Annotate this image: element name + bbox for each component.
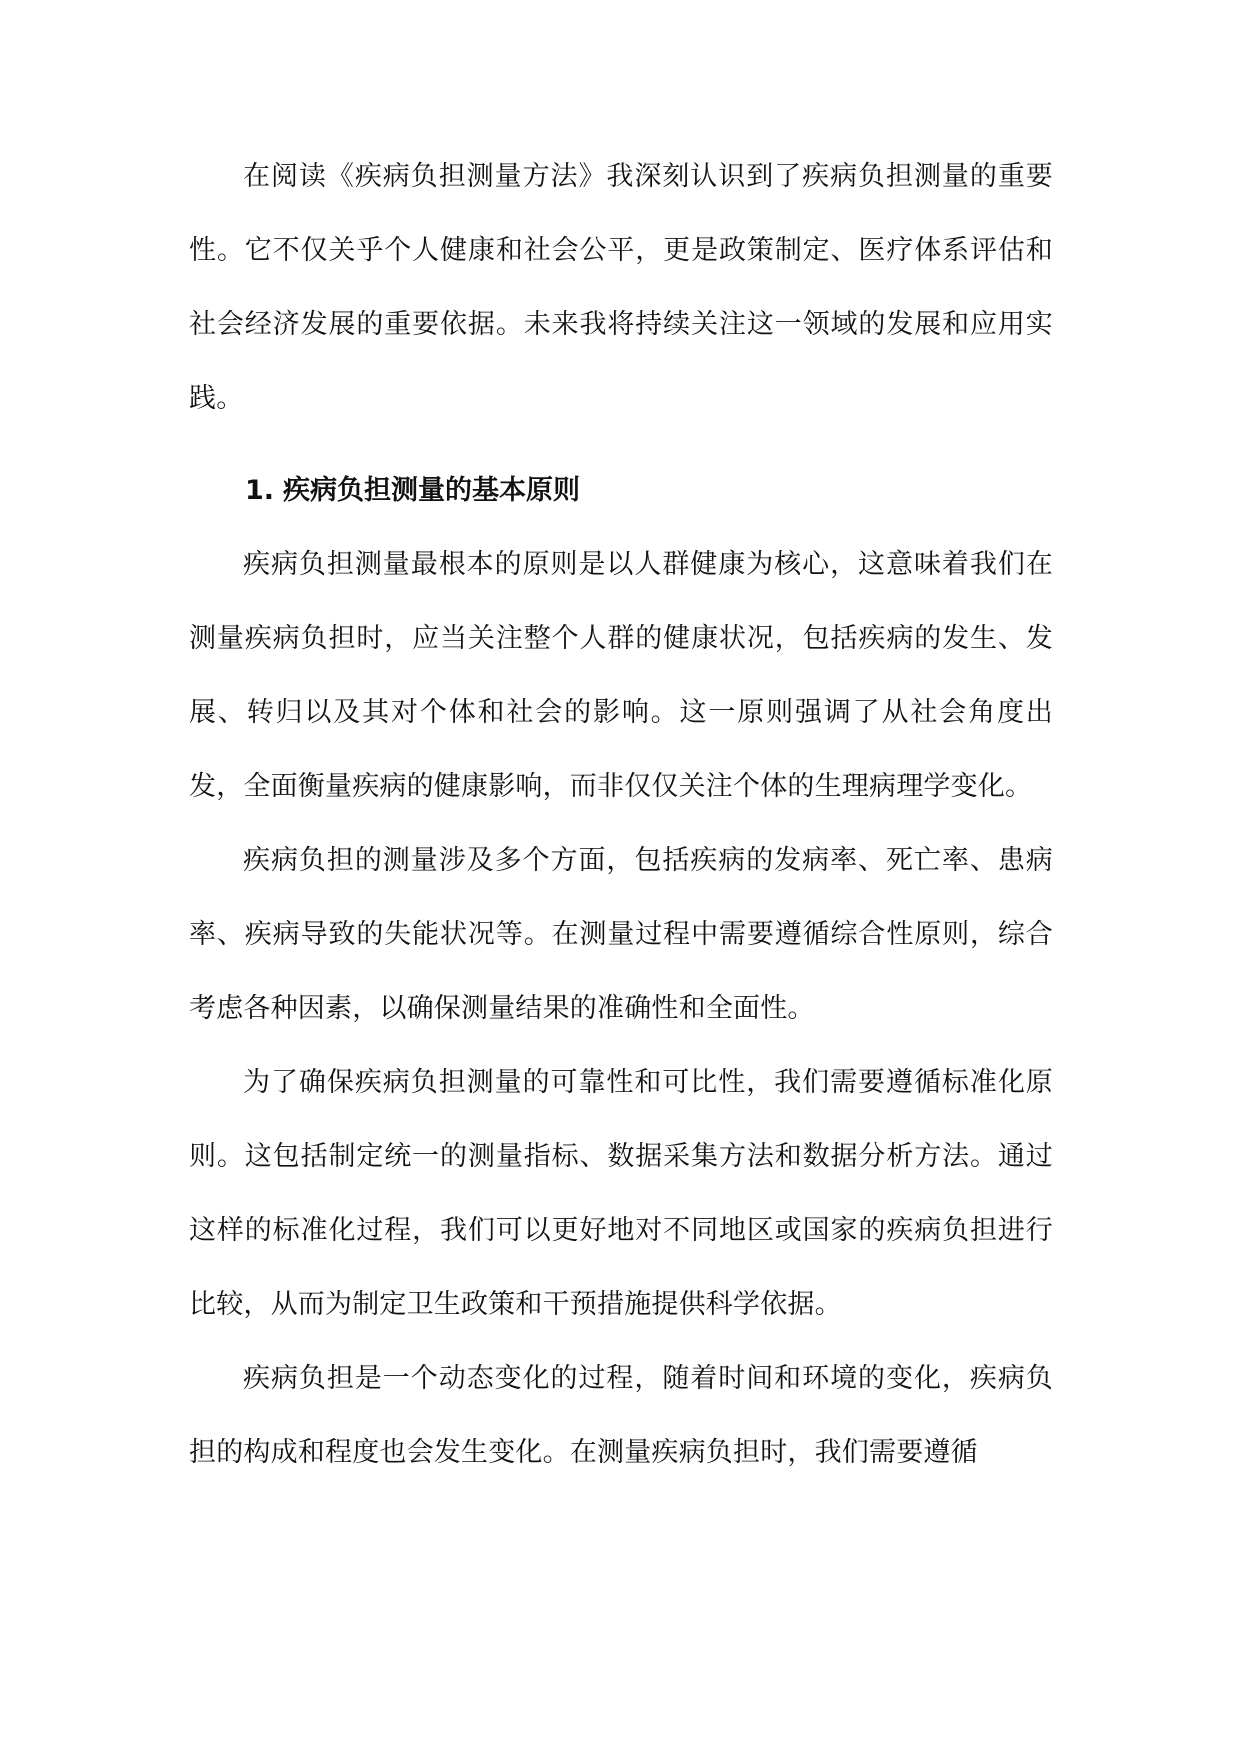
section-number: 1. — [245, 475, 275, 506]
section-heading — [189, 454, 1053, 528]
body-paragraph-4: 疾病负担是一个动态变化的过程，随着时间和环境的变化，疾病负担的构成和程度也会发生变化。在测量疾病负担时，我们需要遵循 — [189, 1363, 1053, 1468]
body-paragraph-2: 疾病负担的测量涉及多个方面，包括疾病的发病率、死亡率、患病率、疾病导致的失能状况等。在测量过程中需要遵循综合性原则，综合考虑各种因素，以确保测量结果的准确性和全面性。 — [189, 845, 1053, 1024]
body-paragraph-3: 为了确保疾病负担测量的可靠性和可比性，我们需要遵循标准化原则。这包括制定统一的测量指标、数据采集方法和数据分析方法。通过这样的标准化过程，我们可以更好地对不同地区或国家的疾病负担进行比较，从而为制定卫生政策和干预措施提供科学依据。 — [189, 1067, 1053, 1320]
document-body — [189, 140, 1053, 1490]
section-title: 疾病负担测量的基本原则 — [283, 475, 580, 506]
intro-paragraph: 在阅读《疾病负担测量方法》我深刻认识到了疾病负担测量的重要性。它不仅关乎个人健康和社会公平，更是政策制定、医疗体系评估和社会经济发展的重要依据。未来我将持续关注这一领域的发展和应用实践。 — [189, 161, 1053, 414]
body-paragraph-1: 疾病负担测量最根本的原则是以人群健康为核心，这意味着我们在测量疾病负担时，应当关注整个人群的健康状况，包括疾病的发生、发展、转归以及其对个体和社会的影响。这一原则强调了从社会角度出发，全面衡量疾病的健康影响，而非仅仅关注个体的生理病理学变化。 — [189, 549, 1053, 802]
